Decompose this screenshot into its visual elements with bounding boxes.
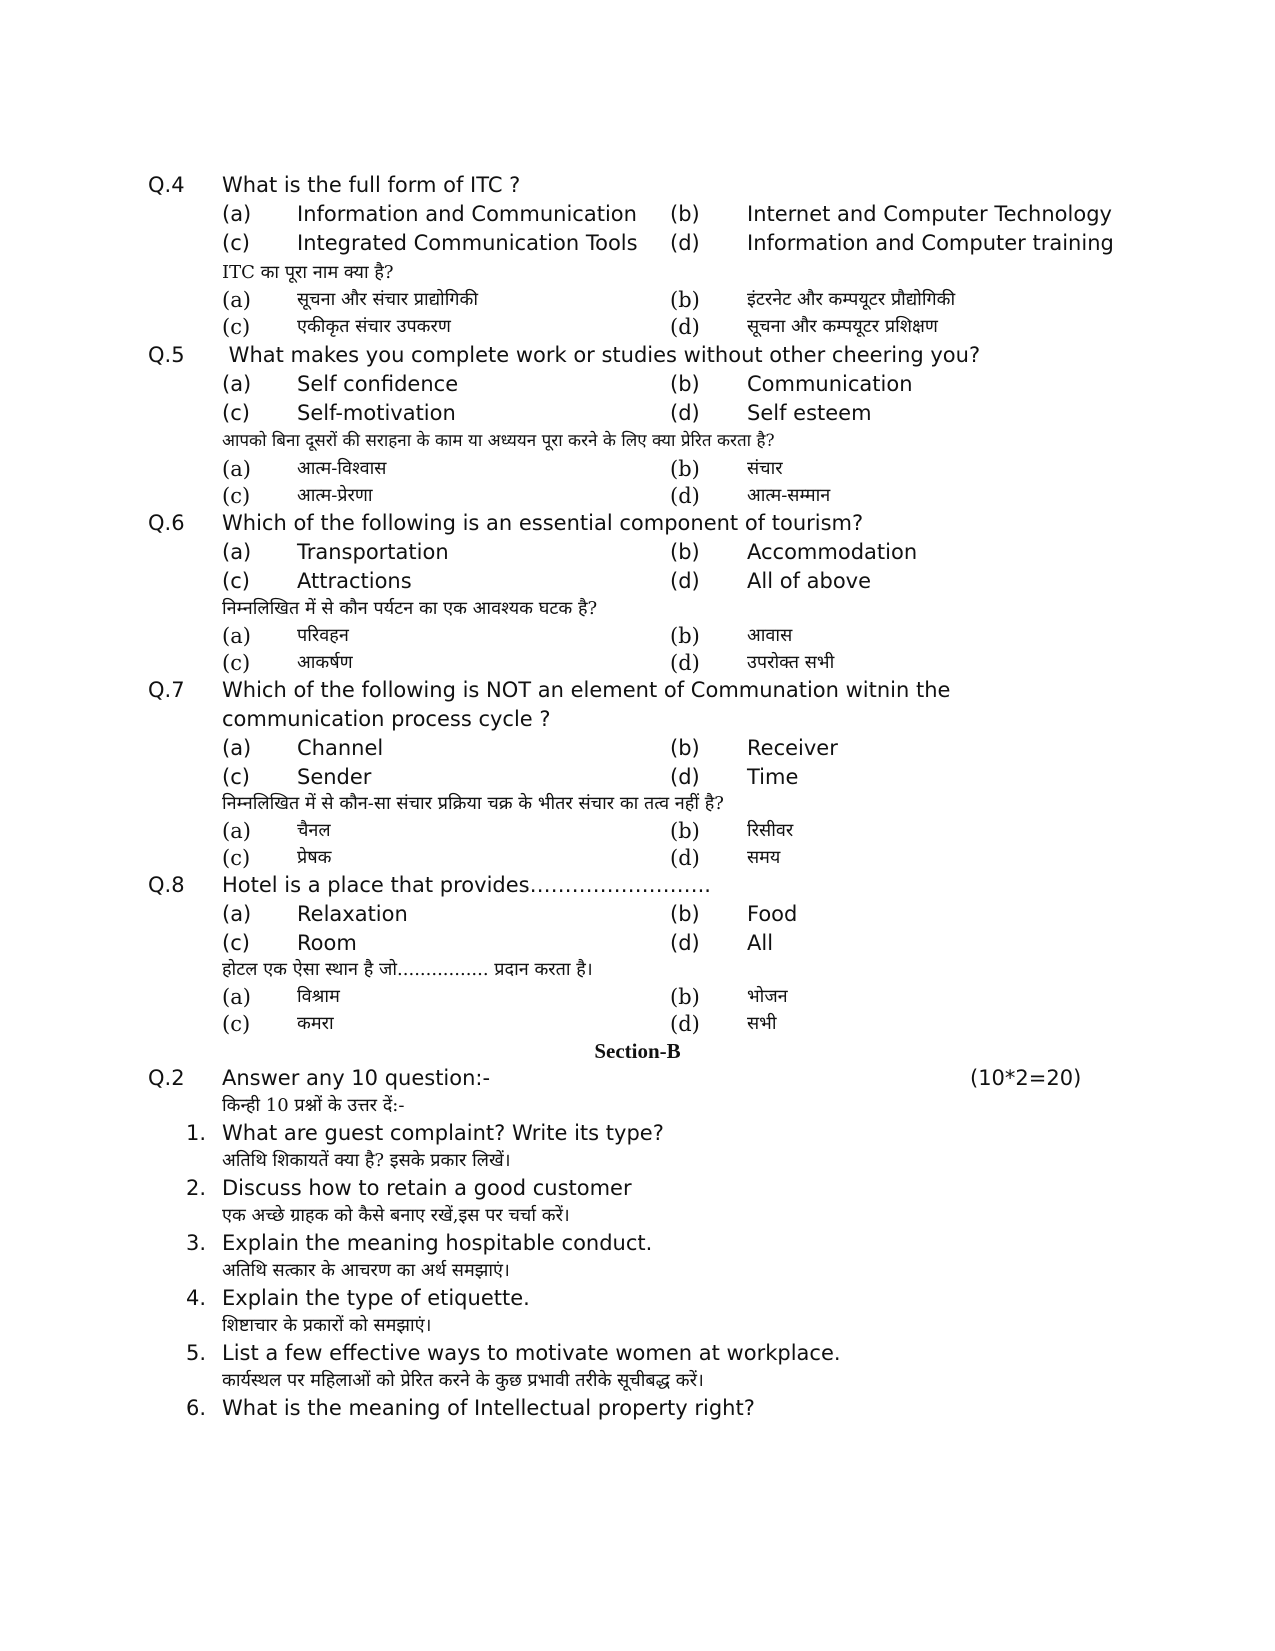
options-row-en (222, 399, 1102, 428)
option-label: (d) (670, 765, 700, 789)
option-b-text: Receiver (747, 736, 838, 760)
option-label: (d) (670, 846, 700, 870)
item-text-en: Explain the meaning hospitable conduct. (222, 1231, 653, 1255)
item-text-en: What is the meaning of Intellectual property right? (222, 1396, 755, 1420)
option-label: (a) (222, 540, 252, 564)
options-row-en (222, 538, 1102, 567)
item-number: 3. (186, 1231, 207, 1255)
option-c-text: Sender (297, 765, 372, 789)
option-label: (b) (670, 624, 700, 648)
question-number: Q.6 (148, 511, 185, 535)
question-text-en: Which of the following is NOT an element of Communation witnin the communication process cycle ? (222, 678, 951, 731)
option-label: (c) (222, 765, 250, 789)
options-row-hi (222, 482, 1102, 511)
option-label: (c) (222, 846, 251, 870)
question-text-hi: निम्नलिखित में से कौन पर्यटन का एक आवश्यक घटक है? (222, 598, 598, 619)
option-d-text: All (747, 931, 774, 955)
instruction-hi: किन्ही 10 प्रश्नों के उत्तर दें:- (222, 1095, 405, 1116)
marks-allocation: (10*2=20) (970, 1066, 1082, 1090)
option-d-text-hi: आत्म-सम्मान (747, 485, 831, 506)
option-d-text: Self esteem (747, 401, 872, 425)
option-label: (a) (222, 372, 252, 396)
option-label: (b) (670, 457, 700, 481)
option-b-text-hi: इंटरनेट और कम्पयूटर प्रौद्योगिकी (747, 289, 956, 310)
options-row-en (222, 734, 1102, 763)
option-a-text-hi: सूचना और संचार प्राद्योगिकी (297, 289, 479, 310)
options-row-hi (222, 983, 1102, 1012)
option-d-text-hi: उपरोक्त सभी (747, 652, 835, 673)
question-number: Q.8 (148, 873, 185, 897)
option-label: (d) (670, 231, 700, 255)
options-row-hi (222, 455, 1102, 484)
options-row-hi (222, 817, 1102, 846)
option-c-text: Integrated Communication Tools (297, 231, 638, 255)
option-c-text-hi: एकीकृत संचार उपकरण (297, 316, 451, 337)
item-text-en: Explain the type of etiquette. (222, 1286, 530, 1310)
item-text-en: Discuss how to retain a good customer (222, 1176, 632, 1200)
item-number: 4. (186, 1286, 207, 1310)
option-label: (a) (222, 202, 252, 226)
item-number: 2. (186, 1176, 207, 1200)
question-text-hi: ITC का पूरा नाम क्या है? (222, 262, 394, 283)
option-label: (b) (670, 819, 700, 843)
option-d-text: Information and Computer training (747, 231, 1114, 255)
option-c-text-hi: आत्म-प्रेरणा (297, 485, 373, 506)
option-c-text: Self-motivation (297, 401, 456, 425)
option-label: (c) (222, 1012, 251, 1036)
option-label: (b) (670, 540, 700, 564)
option-label: (b) (670, 736, 700, 760)
option-d-text: All of above (747, 569, 872, 593)
question-text-en: What makes you complete work or studies without other cheering you? (222, 343, 981, 367)
item-number: 6. (186, 1396, 207, 1420)
option-a-text: Information and Communication (297, 202, 637, 226)
option-b-text-hi: आवास (747, 625, 793, 646)
options-row-hi (222, 622, 1102, 651)
option-label: (c) (222, 931, 250, 955)
question-number: Q.7 (148, 678, 185, 702)
option-label: (d) (670, 569, 700, 593)
option-label: (a) (222, 288, 251, 312)
question-text-en: Which of the following is an essential component of tourism? (222, 511, 864, 535)
option-label: (a) (222, 902, 252, 926)
option-d-text-hi: सभी (747, 1013, 777, 1034)
item-text-hi: अतिथि शिकायतें क्या है? इसके प्रकार लिखें। (222, 1150, 511, 1171)
option-b-text-hi: भोजन (747, 986, 788, 1007)
option-label: (c) (222, 484, 251, 508)
options-row-hi (222, 1010, 1102, 1039)
option-label: (a) (222, 624, 251, 648)
options-row-hi (222, 313, 1102, 342)
option-b-text: Internet and Computer Technology (747, 202, 1112, 226)
option-b-text: Accommodation (747, 540, 918, 564)
option-label: (a) (222, 736, 252, 760)
options-row-en (222, 929, 1102, 958)
item-text-hi: एक अच्छे ग्राहक को कैसे बनाए रखें,इस पर चर्चा करें। (222, 1205, 570, 1226)
option-label: (a) (222, 985, 251, 1009)
option-c-text-hi: कमरा (297, 1013, 334, 1034)
option-b-text-hi: रिसीवर (747, 820, 794, 841)
option-c-text-hi: प्रेषक (297, 847, 332, 868)
item-text-en: List a few effective ways to motivate women at workplace. (222, 1341, 841, 1365)
option-label: (b) (670, 985, 700, 1009)
option-b-text: Communication (747, 372, 913, 396)
option-label: (d) (670, 401, 700, 425)
option-label: (a) (222, 819, 251, 843)
option-a-text-hi: परिवहन (297, 625, 349, 646)
option-label: (b) (670, 202, 700, 226)
item-number: 1. (186, 1121, 207, 1145)
options-row-hi (222, 649, 1102, 678)
option-label: (c) (222, 651, 251, 675)
option-label: (d) (670, 1012, 700, 1036)
option-label: (c) (222, 569, 250, 593)
question-number: Q.5 (148, 343, 185, 367)
options-row-hi (222, 286, 1102, 315)
option-label: (c) (222, 401, 250, 425)
question-text-en: What is the full form of ITC ? (222, 173, 521, 197)
option-label: (a) (222, 457, 251, 481)
option-a-text: Channel (297, 736, 384, 760)
item-text-en: What are guest complaint? Write its type? (222, 1121, 664, 1145)
options-row-en (222, 900, 1102, 929)
section-heading: Section-B (594, 1039, 681, 1063)
option-c-text-hi: आकर्षण (297, 652, 353, 673)
option-label: (d) (670, 651, 700, 675)
option-label: (c) (222, 315, 251, 339)
option-a-text: Transportation (297, 540, 449, 564)
options-row-en (222, 567, 1102, 596)
option-d-text-hi: समय (747, 847, 781, 868)
options-row-en (222, 763, 1102, 792)
question-number: Q.4 (148, 173, 185, 197)
options-row-hi (222, 844, 1102, 873)
option-c-text: Room (297, 931, 357, 955)
option-a-text-hi: आत्म-विश्वास (297, 458, 387, 479)
option-a-text: Self confidence (297, 372, 459, 396)
instruction-en: Answer any 10 question:- (222, 1066, 491, 1090)
item-number: 5. (186, 1341, 207, 1365)
question-text-hi: निम्नलिखित में से कौन-सा संचार प्रक्रिया चक्र के भीतर संचार का तत्व नहीं है? (222, 793, 724, 814)
option-c-text: Attractions (297, 569, 412, 593)
option-label: (d) (670, 931, 700, 955)
question-text-hi: आपको बिना दूसरों की सराहना के काम या अध्ययन पूरा करने के लिए क्या प्रेरित करता है? (222, 431, 775, 451)
item-text-hi: शिष्टाचार के प्रकारों को समझाएं। (222, 1315, 432, 1336)
question-text-hi: होटल एक ऐसा स्थान है जो................ प्रदान करता है। (222, 959, 593, 980)
options-row-en (222, 370, 1102, 399)
option-a-text-hi: विश्राम (297, 986, 340, 1007)
option-d-text-hi: सूचना और कम्पयूटर प्रशिक्षण (747, 316, 938, 337)
question-number: Q.2 (148, 1066, 185, 1090)
options-row-en (222, 229, 1114, 258)
item-text-hi: अतिथि सत्कार के आचरण का अर्थ समझाएं। (222, 1260, 510, 1281)
question-text-en: Hotel is a place that provides…………………….. (222, 873, 711, 897)
option-a-text-hi: चैनल (297, 820, 331, 841)
option-label: (c) (222, 231, 250, 255)
option-a-text: Relaxation (297, 902, 408, 926)
item-text-hi: कार्यस्थल पर महिलाओं को प्रेरित करने के कुछ प्रभावी तरीके सूचीबद्ध करें। (222, 1370, 704, 1391)
option-label: (d) (670, 484, 700, 508)
option-label: (b) (670, 902, 700, 926)
options-row-en (222, 200, 1112, 229)
option-b-text-hi: संचार (747, 458, 783, 479)
option-label: (b) (670, 372, 700, 396)
option-b-text: Food (747, 902, 798, 926)
option-d-text: Time (747, 765, 799, 789)
option-label: (b) (670, 288, 700, 312)
option-label: (d) (670, 315, 700, 339)
